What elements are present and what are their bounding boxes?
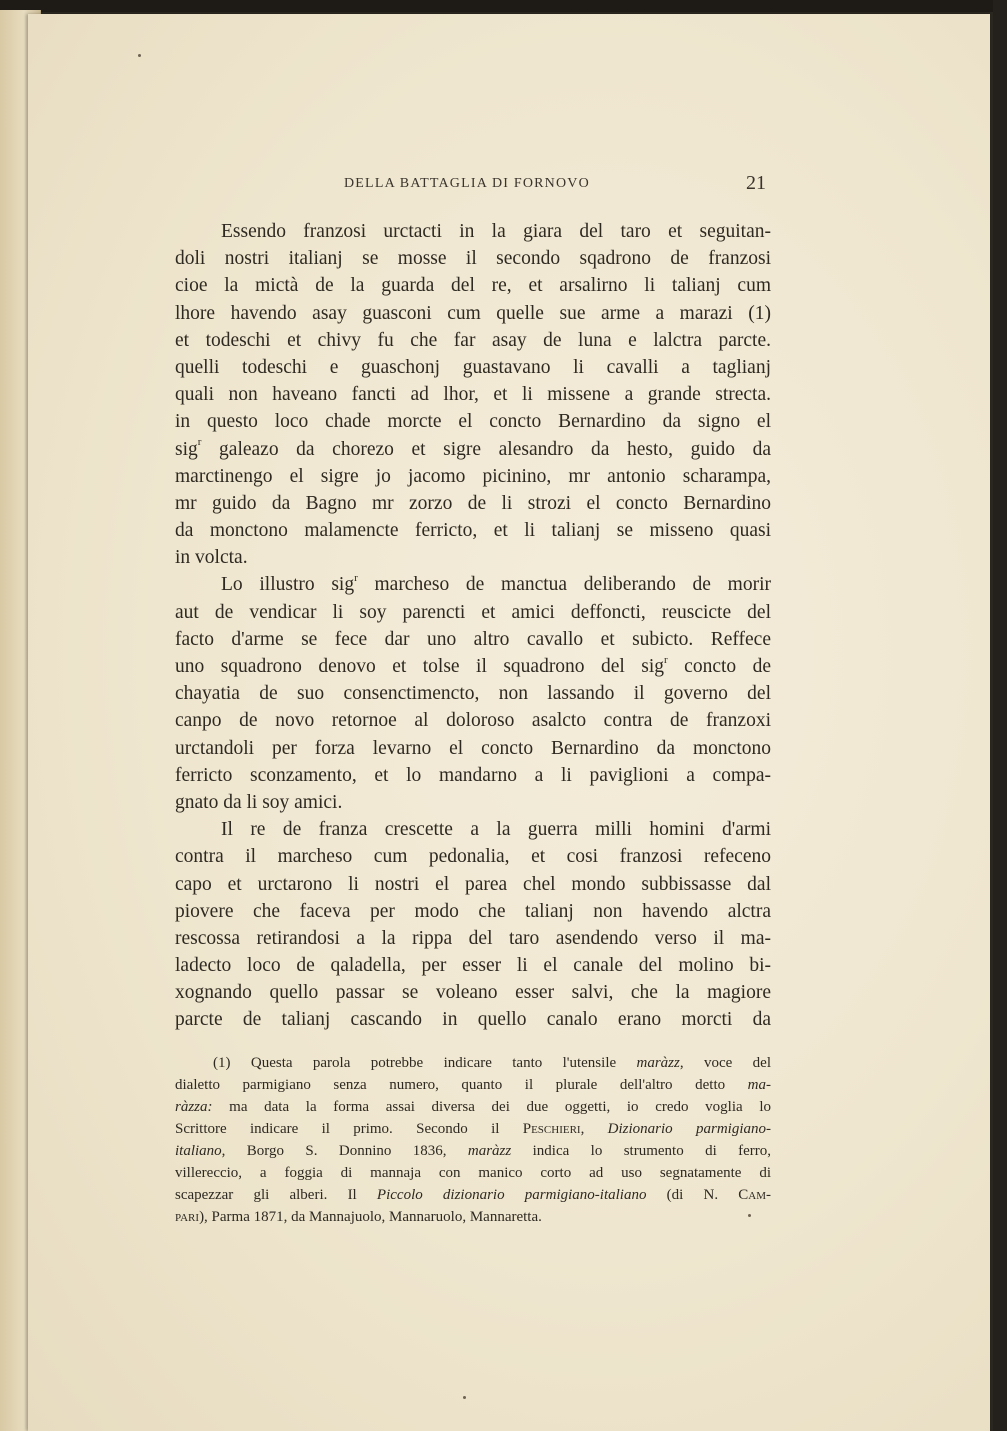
footnote-line — [175, 1074, 771, 1096]
book-title: Piccolo dizionario parmigiano-italiano — [376, 1187, 647, 1203]
text-line: quelli todeschi e guaschonj guastavano li cavalli a taglianj — [175, 356, 771, 378]
book-title: italiano — [175, 1143, 222, 1159]
footnote-line: villereccio, a foggia di mannaja con manico corto ad uso segnatamente di — [175, 1165, 771, 1181]
text-line: parcte de talianj cascando in quello canalo erano morcti da — [175, 1009, 771, 1031]
text-fragment: galeazo da chorezo et sigre alesandro da hesto, guido da — [201, 438, 771, 460]
page-header — [28, 172, 990, 198]
text-line: capo et urctarono li nostri el parea chel mondo subbissasse dal — [175, 873, 771, 895]
italic-term: maràzz — [636, 1055, 680, 1071]
footnote-line — [175, 1118, 771, 1140]
text-line: lhore havendo asay guasconi cum quelle sue arme a marazi (1) — [175, 302, 771, 324]
superscript: r — [664, 653, 668, 666]
text-line: facto d'arme se fece dar uno altro cavallo et subicto. Reffece — [175, 628, 771, 650]
paper-speck — [463, 1396, 466, 1399]
author-name: Peschieri — [522, 1121, 581, 1137]
text-line: Essendo franzosi urctacti in la giara del taro et seguitan- — [221, 221, 771, 242]
text-line: cioe la mictà de la guarda del re, et arsalirno li talianj cum — [175, 275, 771, 297]
text-line: xognando quello passar se voleano esser salvi, che la magiore — [175, 982, 771, 1004]
text-line: gnato da li soy amici. — [175, 791, 343, 813]
text-line: aut de vendicar li soy parencti et amici deffoncti, reuscicte del — [175, 601, 771, 623]
text-line: canpo de novo retornoe al doloroso asalcto contra de franzoxi — [175, 710, 771, 732]
text-line: mr guido da Bagno mr zorzo de li strozi el concto Bernardino — [175, 492, 771, 514]
text-line: et todeschi et chivy fu che far asay de luna e lalctra parcte. — [175, 329, 771, 351]
text-line: da monctono malamencte ferricto, et li talianj se misseno quasi — [175, 520, 771, 542]
footnote-line — [175, 1052, 771, 1074]
text-line — [175, 436, 771, 463]
scan-right-edge — [993, 0, 1007, 1431]
italic-term: ràzza: — [175, 1099, 213, 1115]
footnote-line — [175, 1184, 771, 1206]
author-name: pari — [175, 1209, 200, 1225]
footnote — [175, 1052, 771, 1228]
text-line: ferricto sconzamento, et lo mandarno a li paviglioni a compa- — [175, 764, 771, 786]
running-title: DELLA BATTAGLIA DI FORNOVO — [344, 176, 590, 191]
italic-term: ma- — [747, 1077, 771, 1093]
text-line: in volcta. — [175, 547, 248, 569]
text-fragment: dialetto parmigiano senza numero, quanto il plurale dell'altro detto — [175, 1077, 748, 1093]
paper-speck — [138, 54, 141, 57]
italic-term: maràzz — [467, 1143, 512, 1159]
book-page — [28, 14, 990, 1431]
text-fragment: Lo illustro sig — [221, 574, 355, 596]
text-line: Il re de franza crescette a la guerra milli homini d'armi — [221, 819, 771, 841]
book-title: Dizionario parmigiano- — [607, 1121, 771, 1137]
superscript: r — [354, 571, 358, 584]
text-fragment: concto de — [667, 656, 771, 677]
footnote-line — [175, 1140, 771, 1162]
text-fragment: ), Parma 1871, da Mannajuolo, Mannaruolo, Mannaretta. — [199, 1209, 542, 1225]
scan-top-edge — [0, 0, 1007, 12]
text-fragment: ma data la forma assai diversa dei due oggetti, io credo voglia lo — [212, 1099, 771, 1115]
text-line: quali non haveano fancti ad lhor, et li missene a grande strecta. — [175, 384, 771, 406]
text-line: piovere che faceva per modo che talianj non havendo alctra — [175, 900, 771, 922]
text-line: marctinengo el sigre jo jacomo picinino, mr antonio scharampa, — [175, 465, 771, 487]
text-fragment: , — [580, 1121, 608, 1137]
text-fragment: , Borgo S. Donnino 1836, — [221, 1143, 468, 1159]
main-text — [175, 218, 771, 1034]
text-line: in questo loco chade morcte el concto Bernardino da signo el — [175, 411, 771, 433]
text-line: ladecto loco de qaladella, per esser li el canale del molino bi- — [175, 955, 771, 977]
text-fragment: (1) Questa parola potrebbe indicare tanto l'utensile — [213, 1055, 637, 1071]
author-name: Cam- — [738, 1187, 772, 1203]
text-line — [175, 571, 771, 598]
text-line: chayatia de suo consenctimencto, non lassando il governo del — [175, 683, 771, 705]
text-fragment: , voce del — [679, 1055, 772, 1071]
text-line: contra il marcheso cum pedonalia, et cosi franzosi refeceno — [175, 846, 771, 868]
paper-speck — [748, 1214, 751, 1217]
text-fragment: sig — [175, 438, 198, 460]
text-line — [175, 653, 771, 680]
text-fragment: scapezzar gli alberi. Il — [175, 1187, 377, 1203]
text-fragment: Scrittore indicare il primo. Secondo il — [175, 1121, 523, 1137]
text-fragment: indica lo strumento di ferro, — [511, 1143, 772, 1159]
text-line: urctandoli per forza levarno el concto Bernardino da monctono — [175, 737, 771, 759]
page-number: 21 — [746, 172, 766, 194]
footnote-line — [175, 1206, 771, 1228]
text-line: doli nostri italianj se mosse il secondo sqadrono de franzosi — [175, 248, 771, 270]
text-fragment: marcheso de manctua deliberando de morir — [357, 574, 772, 596]
text-line: rescossa retirandosi a la rippa del taro asendendo verso il ma- — [175, 927, 771, 949]
superscript: r — [197, 436, 202, 448]
footnote-line — [175, 1096, 771, 1118]
text-fragment: (di N. — [646, 1187, 739, 1203]
text-fragment: uno squadrono denovo et tolse il squadrono del sig — [175, 656, 665, 677]
